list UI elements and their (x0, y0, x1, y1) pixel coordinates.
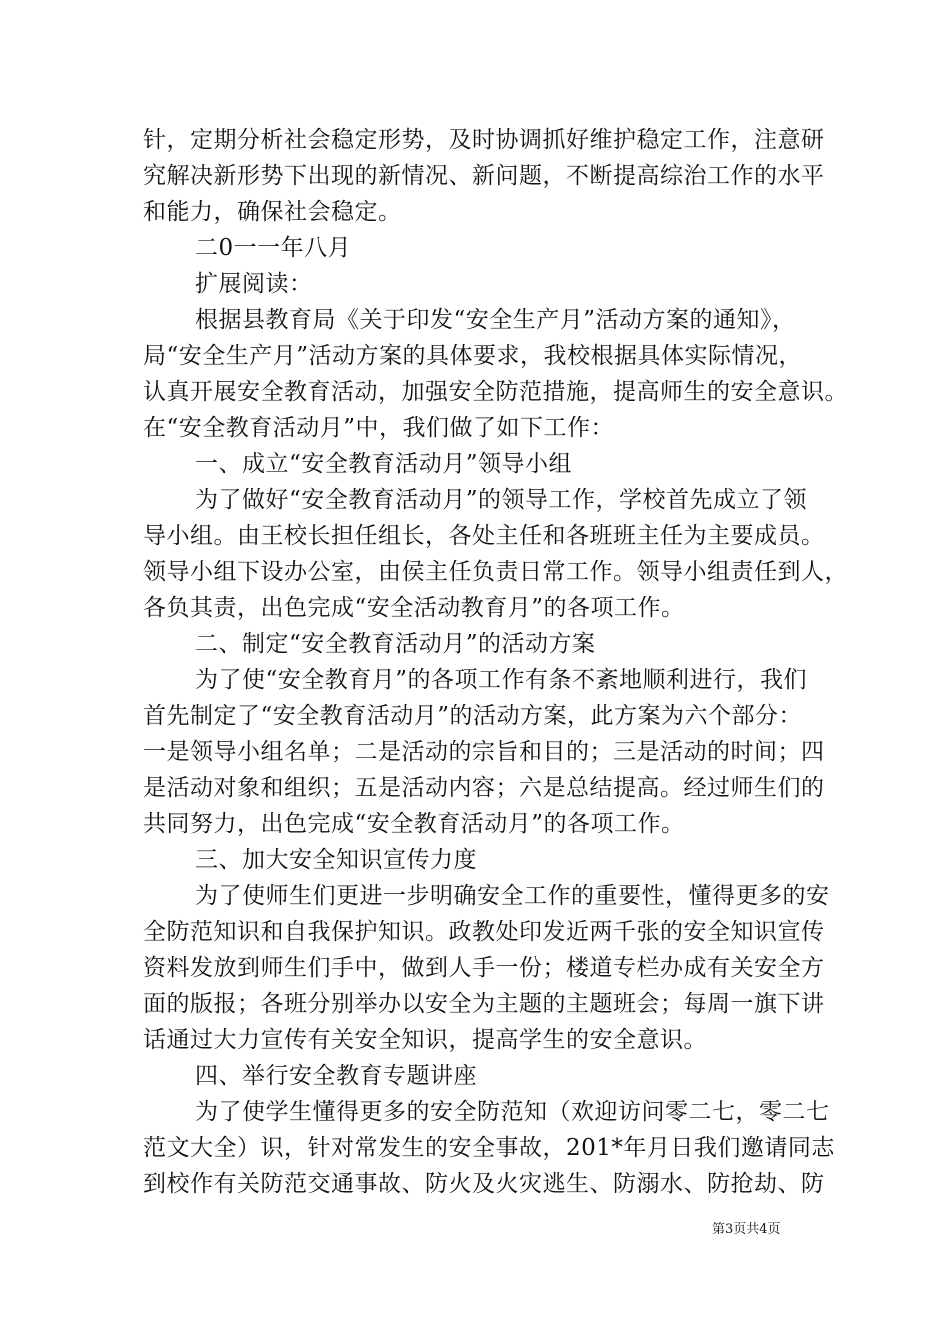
text-line: 根据县教育局《关于印发“安全生产月”活动方案的通知》， (195, 307, 796, 333)
text-line: 在“安全教育活动月”中，我们做了如下工作： (143, 415, 615, 441)
text-line: 究解决新形势下出现的新情况、新问题，不断提高综治工作的水平 (143, 163, 825, 189)
text-line: 一是领导小组名单；二是活动的宗旨和目的；三是活动的时间；四 (143, 739, 825, 765)
text-line: 为了使“安全教育月”的各项工作有条不紊地顺利进行，我们 (195, 667, 808, 693)
text-line: 针，定期分析社会稳定形势，及时协调抓好维护稳定工作，注意研 (143, 127, 825, 153)
text-line: 二0一一年八月 (195, 235, 352, 261)
text-line: 和能力，确保社会稳定。 (143, 199, 402, 225)
text-line: 共同努力，出色完成“安全教育活动月”的各项工作。 (143, 811, 685, 837)
text-line: 到校作有关防范交通事故、防火及火灾逃生、防溺水、防抢劫、防 (143, 1171, 825, 1197)
text-line: 首先制定了“安全教育活动月”的活动方案，此方案为六个部分： (143, 703, 803, 729)
text-line: 扩展阅读： (195, 271, 313, 297)
text-line: 为了做好“安全教育活动月”的领导工作，学校首先成立了领 (195, 487, 808, 513)
text-line: 导小组。由王校长担任组长，各处主任和各班班主任为主要成员。 (143, 523, 825, 549)
text-line: 三、加大安全知识宣传力度 (195, 847, 477, 873)
text-line: 领导小组下设办公室，由侯主任负责日常工作。领导小组责任到人， (143, 559, 848, 585)
text-line: 为了使师生们更进一步明确安全工作的重要性，懂得更多的安 (195, 883, 830, 909)
text-line: 资料发放到师生们手中，做到人手一份；楼道专栏办成有关安全方 (143, 955, 825, 981)
text-line: 话通过大力宣传有关安全知识，提高学生的安全意识。 (143, 1027, 707, 1053)
text-line: 二、制定“安全教育活动月”的活动方案 (195, 631, 596, 657)
text-line: 一、成立“安全教育活动月”领导小组 (195, 451, 573, 477)
text-line: 四、举行安全教育专题讲座 (195, 1063, 477, 1089)
document-body (143, 122, 848, 1202)
page-number-footer: 第3页共4页 (712, 1222, 781, 1237)
text-line: 认真开展安全教育活动，加强安全防范措施，提高师生的安全意识。 (143, 379, 848, 405)
text-line: 各负其责，出色完成“安全活动教育月”的各项工作。 (143, 595, 685, 621)
text-line: 是活动对象和组织；五是活动内容；六是总结提高。经过师生们的 (143, 775, 825, 801)
text-line: 局“安全生产月”活动方案的具体要求，我校根据具体实际情况， (143, 343, 803, 369)
text-line: 范文大全）识，针对常发生的安全事故，201*年月日我们邀请同志 (143, 1135, 835, 1161)
text-line: 面的版报；各班分别举办以安全为主题的主题班会；每周一旗下讲 (143, 991, 825, 1017)
text-line: 全防范知识和自我保护知识。政教处印发近两千张的安全知识宣传 (143, 919, 825, 945)
text-line: 为了使学生懂得更多的安全防范知（欢迎访问零二七，零二七 (195, 1099, 830, 1125)
